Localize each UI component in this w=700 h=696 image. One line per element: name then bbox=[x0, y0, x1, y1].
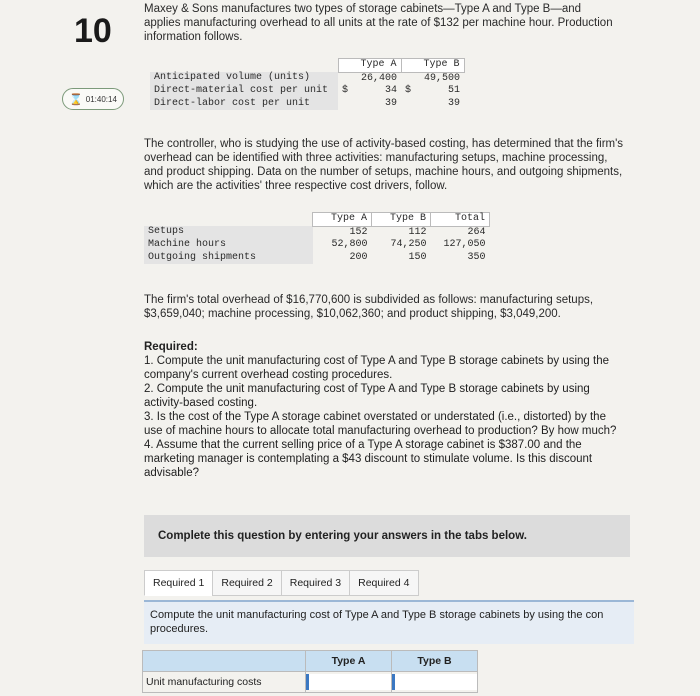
header-type-b: Type B bbox=[372, 213, 431, 227]
cell-b: 49,500 bbox=[423, 72, 460, 84]
required-item-1: 1. Compute the unit manufacturing cost of Type A and Type B storage cabinets by using the company's current overhead costing procedures. bbox=[144, 355, 609, 381]
cell-a: 26,400 bbox=[360, 72, 397, 84]
cell-total: 350 bbox=[467, 251, 486, 263]
answer-cell-a bbox=[306, 672, 392, 693]
currency-b: $ bbox=[405, 85, 412, 96]
answer-table bbox=[142, 650, 478, 693]
tab-required-4[interactable]: Required 4 bbox=[349, 570, 418, 596]
tab-required-1[interactable]: Required 1 bbox=[144, 570, 213, 596]
row-label: Anticipated volume (units) bbox=[150, 72, 338, 85]
row-label: Direct-labor cost per unit bbox=[150, 98, 338, 111]
hourglass-icon: ⌛ bbox=[69, 93, 83, 106]
cell-a: 52,800 bbox=[331, 239, 368, 250]
cell-b: 150 bbox=[408, 251, 427, 263]
tab-required-2[interactable]: Required 2 bbox=[212, 570, 281, 596]
cell-total: 127,050 bbox=[443, 239, 486, 250]
question-number: 10 bbox=[74, 12, 112, 50]
answer-row-label: Unit manufacturing costs bbox=[143, 672, 306, 693]
controller-text: The controller, who is studying the use of activity-based costing, has determined that the firm's overhead can be identified with three activities: manufacturing setups, machine processing, and product shipping. Data on the number of setups, machine hours, and outgoing shipments, which are the activities' three respective cost drivers, follow. bbox=[144, 138, 624, 192]
type-a-cost-input[interactable] bbox=[306, 674, 391, 690]
answer-header-type-b: Type B bbox=[392, 651, 478, 672]
instruction-box: Compute the unit manufacturing cost of Type A and Type B storage cabinets by using the con procedures. bbox=[144, 600, 634, 644]
required-item-4: 4. Assume that the current selling price of a Type A storage cabinet is $387.00 and the marketing manager is contemplating a $43 discount to stimulate volume. Is this discount advisable? bbox=[144, 439, 593, 479]
header-type-a: Type A bbox=[313, 213, 372, 227]
complete-prompt: Complete this question by entering your answers in the tabs below. bbox=[144, 515, 630, 557]
type-b-cost-input[interactable] bbox=[392, 674, 477, 690]
timer-value: 01:40:14 bbox=[85, 94, 117, 104]
currency-a: $ bbox=[342, 85, 349, 96]
row-label: Direct-material cost per unit bbox=[150, 85, 338, 98]
overhead-text: The firm's total overhead of $16,770,600 is subdivided as follows: manufacturing setups, $3,659,040; machine processing, $10,062,360; and product shipping, $3,049,200. bbox=[144, 294, 594, 320]
required-title: Required: bbox=[144, 341, 198, 353]
answer-header-type-a: Type A bbox=[306, 651, 392, 672]
cell-b: 39 bbox=[447, 97, 460, 109]
answer-header-blank bbox=[143, 651, 306, 672]
header-total: Total bbox=[431, 213, 490, 227]
cell-b: 74,250 bbox=[390, 239, 427, 250]
cell-b: $ 51 bbox=[405, 85, 460, 96]
cell-a: 39 bbox=[384, 97, 397, 109]
row-label: Setups bbox=[144, 226, 313, 239]
cell-total: 264 bbox=[467, 226, 486, 238]
header-type-b: Type B bbox=[401, 59, 464, 73]
answer-cell-b bbox=[392, 672, 478, 693]
timer-badge bbox=[62, 88, 124, 110]
cell-a: $ 34 bbox=[342, 85, 397, 96]
activity-table bbox=[144, 212, 490, 264]
required-item-2: 2. Compute the unit manufacturing cost of Type A and Type B storage cabinets by using activity-based costing. bbox=[144, 383, 590, 409]
intro-text: Maxey & Sons manufactures two types of storage cabinets—Type A and Type B—and applies manufacturing overhead to all units at the rate of $132 per machine hour. Production information follows. bbox=[144, 3, 613, 43]
required-item-3: 3. Is the cost of the Type A storage cabinet overstated or understated (i.e., distorted) by the use of machine hours to allocate total manufacturing overhead to production? By how much? bbox=[144, 411, 617, 437]
row-label: Machine hours bbox=[144, 239, 313, 252]
production-table bbox=[150, 58, 465, 110]
cell-a: 200 bbox=[349, 251, 368, 263]
cell-a: 152 bbox=[349, 226, 368, 238]
tab-bar bbox=[144, 570, 418, 596]
row-label: Outgoing shipments bbox=[144, 252, 313, 265]
required-section bbox=[144, 340, 624, 480]
header-type-a: Type A bbox=[338, 59, 401, 73]
cell-b: 112 bbox=[408, 226, 427, 238]
tab-required-3[interactable]: Required 3 bbox=[281, 570, 350, 596]
